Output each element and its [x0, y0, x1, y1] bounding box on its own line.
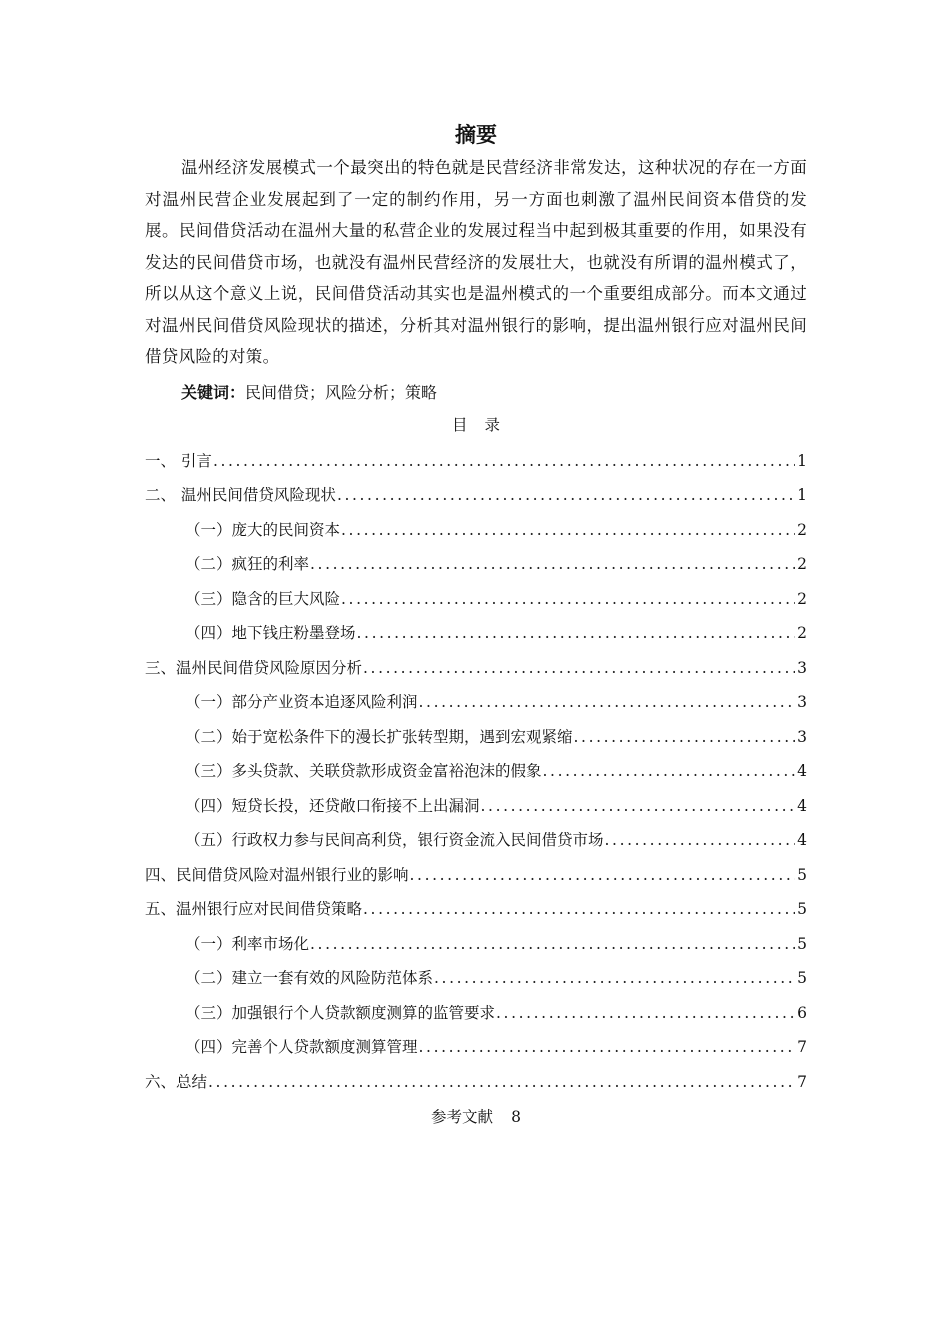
toc-leader-dots [340, 582, 795, 617]
toc-leader-dots [309, 547, 795, 582]
toc-entry-label: （三）多头贷款、关联贷款形成资金富裕泡沫的假象 [185, 762, 542, 780]
toc-leader-dots [362, 651, 795, 686]
toc-entry-page: 3 [797, 693, 807, 711]
toc-entry[interactable] [145, 996, 807, 1031]
toc-entry-label: （四）完善个人贷款额度测算管理 [185, 1038, 418, 1056]
toc-entry-page: 2 [797, 624, 807, 642]
toc-entry-label: 五、温州银行应对民间借贷策略 [145, 900, 363, 918]
toc-title: 目 录 [452, 415, 500, 434]
toc-entry-label: 三、温州民间借贷风险原因分析 [145, 658, 363, 677]
toc-entry[interactable] [145, 754, 807, 789]
references-page-number: 8 [511, 1108, 521, 1126]
toc-entry-page: 2 [797, 555, 807, 573]
toc-entry[interactable] [145, 685, 807, 720]
keywords-text: 民间借贷；风险分析；策略 [245, 382, 438, 402]
toc-leader-dots [542, 754, 796, 789]
toc-entry-label: 六、总结 [145, 1072, 208, 1091]
toc-entry-label: （二）疯狂的利率 [185, 555, 310, 573]
toc-leader-dots [433, 961, 795, 996]
toc-leader-dots [418, 685, 796, 720]
toc-entry-label: 二、 温州民间借贷风险现状 [145, 486, 336, 504]
toc-entry-page: 1 [797, 486, 807, 504]
toc-entry[interactable] [145, 513, 807, 548]
toc-entry-page: 1 [797, 451, 807, 470]
document-page [145, 118, 807, 1133]
toc-entry[interactable] [145, 789, 807, 824]
toc-entry-label: （四）地下钱庄粉墨登场 [185, 624, 356, 642]
toc-entry-label: （一）利率市场化 [185, 934, 310, 953]
toc-entry-page: 5 [797, 934, 807, 953]
toc-entry-label: （二）始于宽松条件下的漫长扩张转型期，遇到宏观紧缩 [185, 727, 573, 746]
toc-entry[interactable] [145, 823, 807, 858]
references-label: 参考文献 [431, 1108, 494, 1126]
toc-entry[interactable] [145, 892, 807, 927]
toc-entry-page: 2 [797, 520, 807, 539]
toc-entry[interactable] [145, 1030, 807, 1065]
toc-leader-dots [573, 720, 796, 755]
toc-entry[interactable] [145, 478, 807, 513]
toc-entry-page: 6 [797, 1003, 807, 1022]
toc-leader-dots [336, 478, 795, 513]
toc-leader-dots [495, 996, 795, 1031]
toc-entry-label: （四）短贷长投，还贷敞口衔接不上出漏洞 [185, 796, 480, 815]
keywords-line [145, 377, 807, 408]
toc-leader-dots [480, 789, 796, 824]
toc-entry-label: （三）加强银行个人贷款额度测算的监管要求 [185, 1003, 496, 1022]
toc-entry-label: （二）建立一套有效的风险防范体系 [185, 969, 434, 987]
abstract-body: 温州经济发展模式一个最突出的特色就是民营经济非常发达，这种状况的存在一方面对温州民营企业发展起到了一定的制约作用，另一方面也刺激了温州民间资本借贷的发展。民间借贷活动在温州大量的私营企业的发展过程当中起到极其重要的作用，如果没有发达的民间借贷市场，也就没有温州民营经济的发展壮大，也就没有所谓的温州模式了，所以从这个意义上说，民间借贷活动其实也是温州模式的一个重要组成部分。而本文通过对温州民间借贷风险现状的描述，分析其对温州银行的影响，提出温州银行应对温州民间借贷风险的对策。 [145, 158, 807, 366]
toc-entry[interactable] [145, 582, 807, 617]
toc-leader-dots [340, 513, 795, 548]
toc-entry-page: 7 [797, 1038, 807, 1056]
toc-leader-dots [212, 444, 795, 479]
toc-leader-dots [409, 858, 796, 893]
toc-entry-label: （三）隐含的巨大风险 [185, 589, 341, 608]
toc-entry-page: 4 [797, 796, 807, 815]
table-of-contents [145, 444, 807, 1100]
toc-leader-dots [207, 1065, 795, 1100]
toc-entry-label: 四、民间借贷风险对温州银行业的影响 [145, 865, 409, 884]
toc-entry-page: 4 [797, 762, 807, 780]
toc-entry-page: 2 [797, 589, 807, 608]
toc-entry-page: 3 [797, 727, 807, 746]
toc-entry-page: 5 [797, 900, 807, 918]
toc-entry-label: （五）行政权力参与民间高利贷，银行资金流入民间借贷市场 [185, 831, 604, 849]
toc-entry[interactable] [145, 651, 807, 686]
toc-entry[interactable] [145, 1065, 807, 1100]
toc-entry-page: 5 [797, 865, 807, 884]
toc-entry-page: 5 [797, 969, 807, 987]
toc-entry-label: 一、 引言 [145, 451, 212, 470]
toc-entry[interactable] [145, 961, 807, 996]
toc-entry[interactable] [145, 720, 807, 755]
toc-entry-page: 4 [797, 831, 807, 849]
toc-entry[interactable] [145, 444, 807, 479]
toc-entry-label: （一）部分产业资本追逐风险利润 [185, 693, 418, 711]
toc-leader-dots [418, 1030, 796, 1065]
toc-references-entry[interactable] [145, 1101, 807, 1133]
toc-leader-dots [356, 616, 796, 651]
toc-leader-dots [309, 927, 795, 962]
toc-entry-page: 7 [797, 1072, 807, 1091]
toc-entry[interactable] [145, 616, 807, 651]
toc-entry[interactable] [145, 547, 807, 582]
toc-entry[interactable] [145, 858, 807, 893]
toc-entry[interactable] [145, 927, 807, 962]
toc-entry-page: 3 [797, 658, 807, 677]
keywords-label: 关键词： [181, 382, 246, 402]
toc-entry-label: （一）庞大的民间资本 [185, 520, 341, 539]
abstract-title: 摘要 [455, 123, 497, 147]
toc-leader-dots [604, 823, 796, 858]
toc-leader-dots [362, 892, 795, 927]
